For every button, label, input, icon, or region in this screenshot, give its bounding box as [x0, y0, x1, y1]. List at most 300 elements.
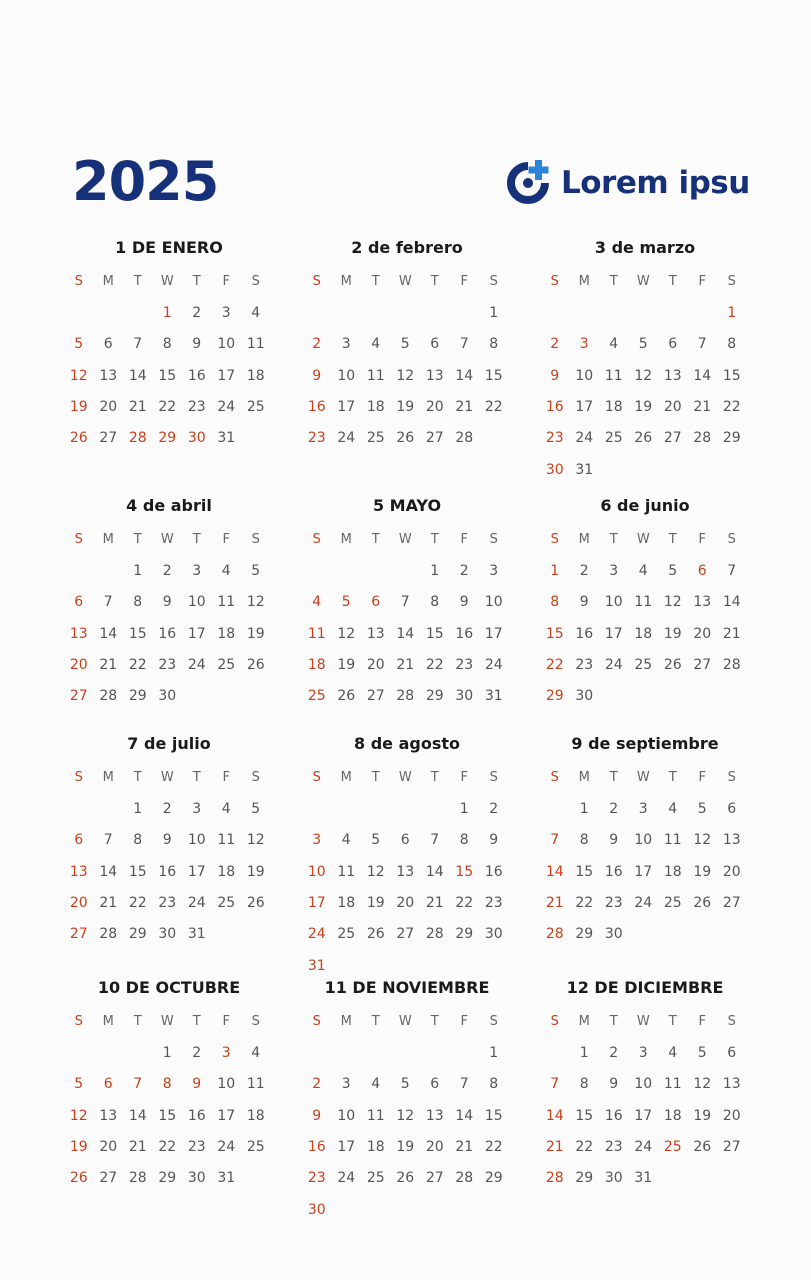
day-cell: 12 [634, 367, 653, 384]
day-cell: 12 [693, 832, 712, 849]
day-cell: 29 [425, 688, 444, 705]
day-cell: 10 [634, 1076, 653, 1093]
day-cell: 31 [575, 461, 594, 478]
weekday-header: T [371, 770, 380, 785]
day-cell: 29 [128, 926, 147, 943]
weekday-header: S [74, 770, 83, 785]
weekday-header: T [609, 274, 618, 289]
day-cell: 15 [158, 367, 177, 384]
day-cell: 26 [69, 1170, 88, 1187]
day-cell: 8 [727, 336, 737, 353]
day-cell: 22 [575, 894, 594, 911]
weekday-header: F [222, 532, 230, 547]
day-cell: 19 [366, 894, 385, 911]
month-title: 9 de septiembre [571, 734, 719, 753]
weekday-header: F [460, 532, 468, 547]
day-cell: 6 [668, 336, 678, 353]
day-cell: 27 [69, 926, 88, 943]
day-cell: 22 [722, 398, 741, 415]
day-cell: 23 [604, 894, 623, 911]
day-cell: 9 [579, 594, 589, 611]
day-cell: 21 [455, 1138, 474, 1155]
weekday-header: M [578, 274, 590, 289]
weekday-header: F [698, 1014, 706, 1029]
day-cell: 17 [217, 1107, 236, 1124]
day-cell: 23 [545, 430, 564, 447]
weekday-header: W [160, 274, 174, 289]
day-cell: 15 [484, 367, 503, 384]
month-title: 5 MAYO [372, 496, 442, 515]
day-cell: 20 [69, 656, 88, 673]
day-cell: 11 [217, 832, 236, 849]
day-cell: 6 [430, 1076, 440, 1093]
day-cell: 15 [575, 1107, 594, 1124]
day-cell: 22 [158, 398, 177, 415]
day-cell: 9 [459, 594, 469, 611]
day-cell: 13 [366, 625, 385, 642]
day-cell: 1 [579, 801, 589, 817]
day-cell: 18 [246, 1107, 265, 1124]
day-cell: 18 [663, 1107, 682, 1124]
day-cell: 4 [341, 832, 351, 849]
weekday-header: T [609, 1014, 618, 1029]
day-cell: 18 [634, 625, 653, 642]
weekday-header: F [698, 532, 706, 547]
day-cell: 1 [162, 305, 172, 321]
weekday-header: M [102, 1014, 114, 1029]
day-cell: 21 [545, 894, 564, 911]
day-cell: 13 [99, 367, 118, 384]
day-cell: 15 [128, 625, 147, 642]
month-title: 12 DE DICIEMBRE [566, 978, 724, 997]
day-cell: 25 [246, 398, 265, 415]
day-cell: 20 [425, 1138, 444, 1155]
weekday-header: F [460, 770, 468, 785]
day-cell: 31 [634, 1170, 653, 1187]
day-cell: 5 [400, 1076, 410, 1093]
day-cell: 9 [609, 832, 619, 849]
day-cell: 2 [192, 1045, 202, 1061]
weekday-header: T [668, 532, 677, 547]
day-cell: 28 [545, 926, 564, 943]
day-cell: 20 [69, 894, 88, 911]
day-cell: 10 [187, 594, 206, 611]
weekday-header: S [251, 1014, 260, 1029]
day-cell: 24 [575, 430, 594, 447]
day-cell: 5 [638, 336, 648, 353]
day-cell: 27 [366, 688, 385, 705]
day-cell: 22 [545, 656, 564, 673]
day-cell: 15 [158, 1107, 177, 1124]
day-cell: 2 [579, 563, 589, 579]
day-cell: 18 [366, 1138, 385, 1155]
weekday-header: M [578, 532, 590, 547]
weekday-header: T [430, 274, 439, 289]
day-cell: 14 [99, 863, 118, 880]
day-cell: 19 [396, 398, 415, 415]
day-cell: 25 [337, 926, 356, 943]
day-cell: 28 [396, 688, 415, 705]
day-cell: 10 [187, 832, 206, 849]
day-cell: 11 [217, 594, 236, 611]
day-cell: 7 [103, 594, 113, 611]
weekday-header: W [636, 532, 650, 547]
day-cell: 22 [575, 1138, 594, 1155]
day-cell: 30 [187, 1170, 206, 1187]
day-cell: 10 [217, 1076, 236, 1093]
day-cell: 22 [425, 656, 444, 673]
day-cell: 13 [693, 594, 712, 611]
day-cell: 29 [128, 688, 147, 705]
day-cell: 20 [396, 894, 415, 911]
day-cell: 26 [663, 656, 682, 673]
day-cell: 4 [371, 1076, 381, 1093]
day-cell: 5 [668, 563, 678, 579]
weekday-header: T [133, 274, 142, 289]
day-cell: 20 [693, 625, 712, 642]
day-cell: 2 [609, 1045, 619, 1061]
day-cell: 18 [604, 398, 623, 415]
weekday-header: T [133, 770, 142, 785]
day-cell: 24 [604, 656, 623, 673]
day-cell: 31 [187, 926, 206, 943]
day-cell: 18 [217, 863, 236, 880]
day-cell: 1 [550, 563, 560, 579]
day-cell: 14 [396, 625, 415, 642]
day-cell: 26 [693, 1138, 712, 1155]
day-cell: 23 [158, 656, 177, 673]
month-block [64, 978, 274, 1187]
month-title: 7 de julio [127, 734, 211, 753]
weekday-header: M [102, 770, 114, 785]
day-cell: 3 [579, 336, 589, 353]
day-cell: 16 [604, 863, 623, 880]
weekday-header: T [192, 532, 201, 547]
weekday-header: S [312, 1014, 321, 1029]
day-cell: 29 [575, 1170, 594, 1187]
month-title: 3 de marzo [594, 238, 696, 257]
day-cell: 10 [484, 594, 503, 611]
day-cell: 26 [366, 926, 385, 943]
weekday-header: M [340, 274, 352, 289]
day-cell: 19 [69, 1138, 88, 1155]
weekday-header: W [398, 1014, 412, 1029]
day-cell: 9 [162, 832, 172, 849]
day-cell: 8 [459, 832, 469, 849]
day-cell: 9 [312, 367, 322, 384]
day-cell: 10 [337, 367, 356, 384]
month-block [540, 978, 750, 1187]
day-cell: 21 [128, 398, 147, 415]
weekday-header: M [578, 1014, 590, 1029]
day-cell: 5 [74, 336, 84, 353]
day-cell: 19 [337, 656, 356, 673]
day-cell: 26 [337, 688, 356, 705]
day-cell: 1 [459, 801, 469, 817]
day-cell: 27 [722, 1138, 741, 1155]
day-cell: 3 [192, 563, 202, 579]
month-block [64, 238, 274, 447]
day-cell: 14 [455, 1107, 474, 1124]
day-cell: 16 [158, 863, 177, 880]
day-cell: 17 [484, 625, 503, 642]
month-title: 10 DE OCTUBRE [97, 978, 241, 997]
day-cell: 27 [722, 894, 741, 911]
weekday-header: W [398, 770, 412, 785]
day-cell: 28 [128, 430, 147, 447]
day-cell: 11 [337, 863, 356, 880]
day-cell: 12 [396, 1107, 415, 1124]
day-cell: 14 [99, 625, 118, 642]
day-cell: 22 [484, 398, 503, 415]
day-cell: 16 [307, 1138, 326, 1155]
day-cell: 16 [484, 863, 503, 880]
weekday-header: S [74, 1014, 83, 1029]
day-cell: 5 [341, 594, 351, 611]
day-cell: 5 [74, 1076, 84, 1093]
day-cell: 14 [722, 594, 741, 611]
day-cell: 17 [187, 625, 206, 642]
day-cell: 14 [128, 367, 147, 384]
day-cell: 18 [307, 656, 326, 673]
day-cell: 11 [663, 832, 682, 849]
day-cell: 30 [604, 926, 623, 943]
month-block [302, 238, 512, 447]
day-cell: 8 [550, 594, 560, 611]
weekday-header: T [192, 1014, 201, 1029]
day-cell: 1 [430, 563, 440, 579]
day-cell: 24 [217, 1138, 236, 1155]
day-cell: 10 [217, 336, 236, 353]
day-cell: 25 [366, 1170, 385, 1187]
day-cell: 21 [396, 656, 415, 673]
day-cell: 20 [722, 1107, 741, 1124]
day-cell: 8 [489, 1076, 499, 1093]
day-cell: 26 [246, 656, 265, 673]
day-cell: 14 [425, 863, 444, 880]
day-cell: 9 [162, 594, 172, 611]
weekday-header: M [340, 770, 352, 785]
day-cell: 7 [133, 1076, 143, 1093]
day-cell: 14 [455, 367, 474, 384]
weekday-header: W [398, 274, 412, 289]
weekday-header: F [222, 770, 230, 785]
day-cell: 17 [575, 398, 594, 415]
day-cell: 23 [455, 656, 474, 673]
day-cell: 18 [366, 398, 385, 415]
day-cell: 17 [337, 398, 356, 415]
weekday-header: F [460, 274, 468, 289]
day-cell: 27 [425, 1170, 444, 1187]
month-block [64, 496, 274, 705]
day-cell: 8 [133, 832, 143, 849]
day-cell: 9 [609, 1076, 619, 1093]
day-cell: 20 [722, 863, 741, 880]
day-cell: 10 [634, 832, 653, 849]
day-cell: 20 [663, 398, 682, 415]
day-cell: 4 [609, 336, 619, 353]
weekday-header: S [550, 532, 559, 547]
day-cell: 14 [545, 1107, 564, 1124]
day-cell: 23 [484, 894, 503, 911]
day-cell: 5 [251, 801, 261, 817]
day-cell: 16 [575, 625, 594, 642]
day-cell: 16 [545, 398, 564, 415]
day-cell: 25 [604, 430, 623, 447]
day-cell: 16 [307, 398, 326, 415]
month-block [540, 496, 750, 705]
day-cell: 5 [697, 801, 707, 817]
day-cell: 8 [133, 594, 143, 611]
day-cell: 28 [693, 430, 712, 447]
day-cell: 2 [459, 563, 469, 579]
month-title: 4 de abril [126, 496, 212, 515]
weekday-header: W [160, 770, 174, 785]
day-cell: 28 [455, 430, 474, 447]
weekday-header: W [636, 770, 650, 785]
day-cell: 28 [128, 1170, 147, 1187]
day-cell: 6 [74, 832, 84, 849]
weekday-header: M [578, 770, 590, 785]
day-cell: 7 [550, 832, 560, 849]
weekday-header: M [340, 1014, 352, 1029]
day-cell: 29 [158, 430, 177, 447]
day-cell: 24 [634, 894, 653, 911]
day-cell: 19 [693, 1107, 712, 1124]
year-title: 2025 [72, 150, 219, 213]
weekday-header: S [727, 1014, 736, 1029]
day-cell: 27 [99, 1170, 118, 1187]
day-cell: 9 [192, 1076, 202, 1093]
weekday-header: S [727, 532, 736, 547]
day-cell: 16 [455, 625, 474, 642]
day-cell: 26 [693, 894, 712, 911]
month-block [302, 978, 512, 1218]
day-cell: 4 [371, 336, 381, 353]
day-cell: 19 [396, 1138, 415, 1155]
weekday-header: S [312, 274, 321, 289]
day-cell: 13 [722, 832, 741, 849]
weekday-header: S [727, 770, 736, 785]
day-cell: 21 [99, 894, 118, 911]
day-cell: 12 [663, 594, 682, 611]
weekday-header: T [192, 274, 201, 289]
day-cell: 29 [575, 926, 594, 943]
day-cell: 1 [727, 305, 737, 321]
month-block [540, 238, 750, 478]
day-cell: 7 [727, 563, 737, 579]
month-title: 1 DE ENERO [115, 238, 223, 257]
day-cell: 13 [425, 1107, 444, 1124]
weekday-header: T [133, 532, 142, 547]
day-cell: 7 [459, 1076, 469, 1093]
day-cell: 8 [579, 832, 589, 849]
weekday-header: W [636, 1014, 650, 1029]
day-cell: 6 [371, 594, 381, 611]
day-cell: 5 [400, 336, 410, 353]
day-cell: 13 [722, 1076, 741, 1093]
day-cell: 3 [638, 801, 648, 817]
day-cell: 7 [459, 336, 469, 353]
weekday-header: S [74, 532, 83, 547]
day-cell: 8 [162, 336, 172, 353]
day-cell: 9 [550, 367, 560, 384]
day-cell: 16 [187, 1107, 206, 1124]
weekday-header: F [698, 770, 706, 785]
weekday-header: T [371, 274, 380, 289]
day-cell: 20 [425, 398, 444, 415]
day-cell: 4 [668, 1045, 678, 1061]
day-cell: 12 [366, 863, 385, 880]
day-cell: 30 [604, 1170, 623, 1187]
day-cell: 10 [604, 594, 623, 611]
day-cell: 7 [103, 832, 113, 849]
weekday-header: T [371, 1014, 380, 1029]
weekday-header: W [636, 274, 650, 289]
weekday-header: T [609, 770, 618, 785]
day-cell: 2 [162, 801, 172, 817]
day-cell: 21 [545, 1138, 564, 1155]
day-cell: 29 [722, 430, 741, 447]
day-cell: 1 [579, 1045, 589, 1061]
day-cell: 19 [246, 863, 265, 880]
day-cell: 13 [396, 863, 415, 880]
day-cell: 13 [99, 1107, 118, 1124]
day-cell: 3 [341, 336, 351, 353]
day-cell: 28 [455, 1170, 474, 1187]
weekday-header: S [489, 274, 498, 289]
day-cell: 24 [217, 398, 236, 415]
day-cell: 30 [575, 688, 594, 705]
day-cell: 10 [307, 863, 326, 880]
day-cell: 19 [663, 625, 682, 642]
weekday-header: S [550, 1014, 559, 1029]
day-cell: 25 [663, 894, 682, 911]
day-cell: 2 [162, 563, 172, 579]
day-cell: 9 [312, 1107, 322, 1124]
day-cell: 15 [425, 625, 444, 642]
day-cell: 29 [158, 1170, 177, 1187]
day-cell: 12 [69, 367, 88, 384]
weekday-header: S [74, 274, 83, 289]
weekday-header: T [133, 1014, 142, 1029]
weekday-header: T [430, 1014, 439, 1029]
day-cell: 31 [484, 688, 503, 705]
day-cell: 24 [337, 1170, 356, 1187]
day-cell: 4 [221, 801, 231, 817]
weekday-header: S [550, 274, 559, 289]
day-cell: 30 [455, 688, 474, 705]
day-cell: 21 [128, 1138, 147, 1155]
weekday-header: M [340, 532, 352, 547]
day-cell: 8 [430, 594, 440, 611]
day-cell: 14 [693, 367, 712, 384]
day-cell: 27 [99, 430, 118, 447]
day-cell: 22 [484, 1138, 503, 1155]
day-cell: 23 [187, 1138, 206, 1155]
day-cell: 11 [604, 367, 623, 384]
weekday-header: F [222, 1014, 230, 1029]
day-cell: 6 [727, 801, 737, 817]
day-cell: 1 [133, 801, 143, 817]
day-cell: 17 [634, 863, 653, 880]
weekday-header: T [668, 274, 677, 289]
day-cell: 24 [307, 926, 326, 943]
day-cell: 24 [337, 430, 356, 447]
weekday-header: S [312, 770, 321, 785]
day-cell: 11 [366, 1107, 385, 1124]
day-cell: 14 [545, 863, 564, 880]
